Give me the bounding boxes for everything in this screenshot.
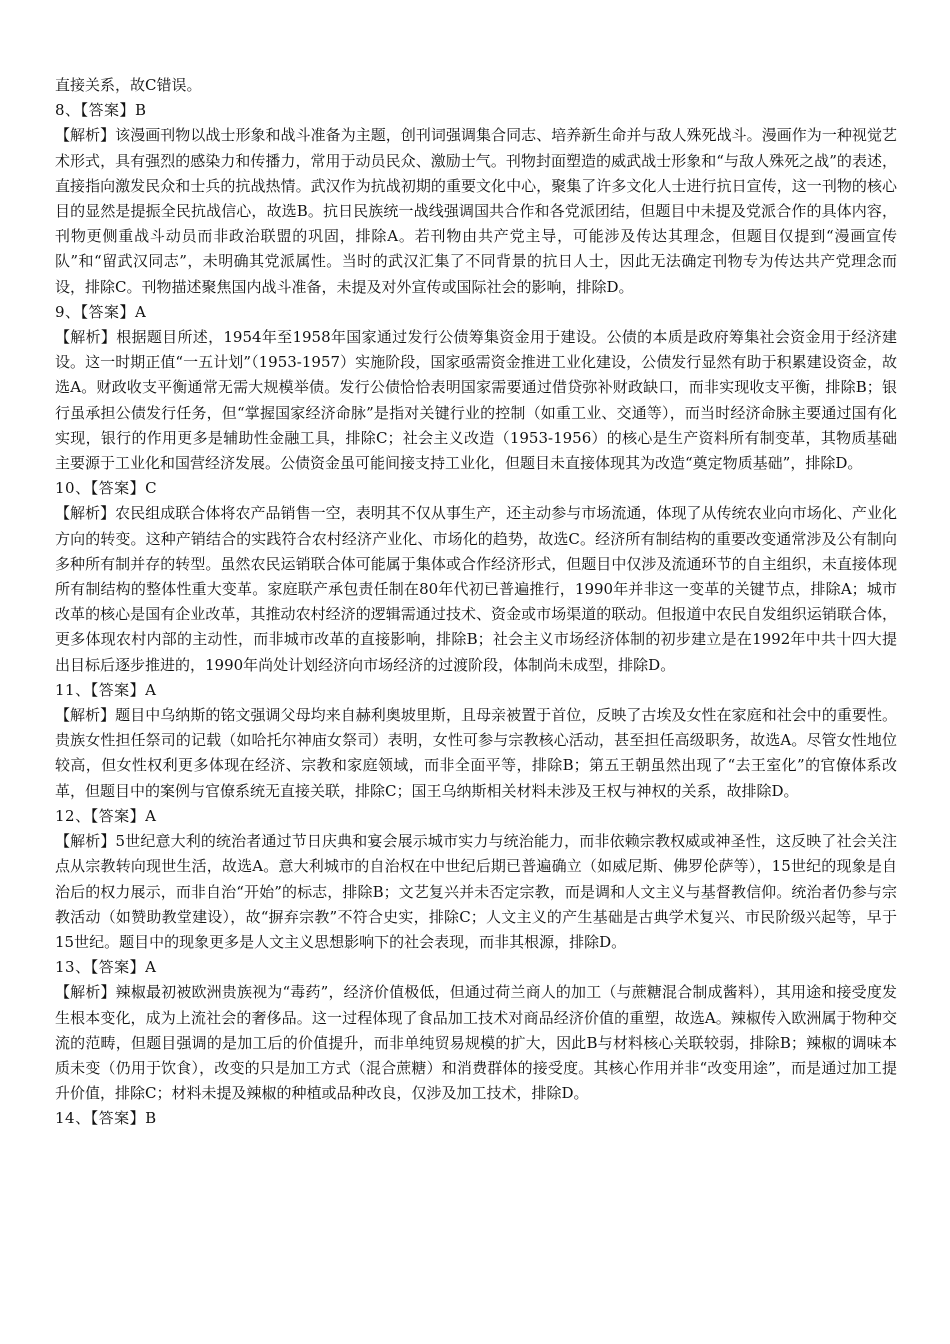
- analysis-tag: 【解析】: [55, 504, 116, 523]
- analysis-8-text: 该漫画刊物以战士形象和战斗准备为主题，创刊词强调集合同志、培养新生命并与敌人殊死战斗。漫画作为一种视觉艺术形式，具有强烈的感染力和传播力，常用于动员民众、激励士气。刊物封面塑造的威武战士形象和“与敌人殊死之战”的表述，直接指向激发民众和士兵的抗战热情。武汉作为抗战初期的重要文化中心，聚集了许多文化人士进行抗日宣传，这一刊物的核心目的显然是提振全民抗战信心，故选B。抗日民族统一战线强调国共合作和各党派团结，但题目中未提及党派合作的具体内容，刊物更侧重战斗动员而非政治联盟的巩固，排除A。若刊物由共产党主导，可能涉及传达其理念，但题目仅提到“漫画宣传队”和“留武汉同志”，未明确其党派属性。当时的武汉汇集了不同背景的抗日人士，因此无法确定刊物专为传达共产党理念而设，排除C。刊物描述聚焦国内战斗准备，未提及对外宣传或国际社会的影响，排除D。: [55, 126, 897, 296]
- analysis-9-text: 根据题目所述，1954年至1958年国家通过发行公债筹集资金用于建设。公债的本质是政府筹集社会资金用于经济建设。这一时期正值“一五计划”（1953-1957）实施阶段，国家亟需资金推进工业化建设，公债发行显然有助于积累建设资金，故选A。财政收支平衡通常无需大规模举债。发行公债恰恰表明国家需要通过借贷弥补财政缺口，而非实现收支平衡，排除B；银行虽承担公债发行任务，但“掌握国家经济命脉”是指对关键行业的控制（如重工业、交通等），而当时经济命脉主要通过国有化实现，银行的作用更多是辅助性金融工具，排除C；社会主义改造（1953-1956）的核心是生产资料所有制变革，其物质基础主要源于工业化和国营经济发展。公债资金虽可能间接支持工业化，但题目未直接体现其为改造“奠定物质基础”，排除D。: [55, 328, 897, 473]
- answer-8: 8、【答案】B: [55, 101, 147, 120]
- analysis-tag: 【解析】: [55, 706, 116, 725]
- analysis-11-text: 题目中乌纳斯的铭文强调父母均来自赫利奥坡里斯，且母亲被置于首位，反映了古埃及女性在家庭和社会中的重要性。贵族女性担任祭司的记载（如哈托尔神庙女祭司）表明，女性可参与宗教核心活动，甚至担任高级职务，故选A。尽管女性地位较高，但女性权利更多体现在经济、宗教和家庭领域，而非全面平等，排除B；第五王朝虽然出现了“去王室化”的官僚体系改革，但题目中的案例与官僚系统无直接关联，排除C；国王乌纳斯相关材料未涉及王权与神权的关系，故排除D。: [55, 706, 897, 800]
- answer-11: 11、【答案】A: [55, 680, 157, 699]
- answer-13: 13、【答案】A: [55, 958, 157, 977]
- analysis-tag: 【解析】: [55, 126, 116, 145]
- analysis-11: [55, 703, 897, 804]
- analysis-10: [55, 501, 897, 677]
- analysis-13-text: 辣椒最初被欧洲贵族视为“毒药”，经济价值极低，但通过荷兰商人的加工（与蔗糖混合制成酱料），其用途和接受度发生根本变化，成为上流社会的奢侈品。这一过程体现了食品加工技术对商品经济价值的重塑，故选A。辣椒传入欧洲属于物种交流的范畴，但题目强调的是加工后的价值提升，而非单纯贸易规模的扩大，因此B与材料核心关联较弱，排除B；辣椒的调味本质未变（仍用于饮食），改变的只是加工方式（混合蔗糖）和消费群体的接受度。其核心作用并非“改变用途”，而是通过加工提升价值，排除C；材料未提及辣椒的种植或品种改良，仅涉及加工技术，排除D。: [55, 983, 897, 1103]
- analysis-tag: 【解析】: [55, 983, 116, 1002]
- lead-text: 直接关系，故C错误。: [55, 76, 202, 94]
- analysis-tag: 【解析】: [55, 832, 116, 851]
- analysis-9: [55, 325, 897, 476]
- answer-9: 9、【答案】A: [55, 302, 147, 321]
- answer-14: 14、【答案】B: [55, 1109, 157, 1128]
- answer-analysis-document: [55, 73, 897, 1132]
- analysis-8: [55, 123, 897, 299]
- analysis-12-text: 5世纪意大利的统治者通过节日庆典和宴会展示城市实力与统治能力，而非依赖宗教权威或神圣性，这反映了社会关注点从宗教转向现世生活，故选A。意大利城市的自治权在中世纪后期已普遍确立（如威尼斯、佛罗伦萨等），15世纪的现象是自治后的权力展示，而非自治“开始”的标志，排除B；文艺复兴并未否定宗教，而是调和人文主义与基督教信仰。统治者仍参与宗教活动（如赞助教堂建设），故“摒弃宗教”不符合史实，排除C；人文主义的产生基础是古典学术复兴、市民阶级兴起等，早于15世纪。题目中的现象更多是人文主义思想影响下的社会表现，而非其根源，排除D。: [55, 832, 897, 951]
- answer-12: 12、【答案】A: [55, 806, 157, 825]
- analysis-10-text: 农民组成联合体将农产品销售一空，表明其不仅从事生产，还主动参与市场流通，体现了从传统农业向市场化、产业化方向的转变。这种产销结合的实践符合农村经济产业化、市场化的趋势，故选C。经济所有制结构的重要改变通常涉及公有制向多种所有制并存的转型。虽然农民运销联合体可能属于集体或合作经济形式，但题目中仅涉及流通环节的自主组织，未直接体现所有制结构的整体性重大变革。家庭联产承包责任制在80年代初已普遍推行，1990年并非这一变革的关键节点，排除A；城市改革的核心是国有企业改革，其推动农村经济的逻辑需通过技术、资金或市场渠道的联动。但报道中农民自发组织运销联合体，更多体现农村内部的主动性，而非城市改革的直接影响，排除B；社会主义市场经济体制的初步建立是在1992年中共十四大提出目标后逐步推进的，1990年尚处计划经济向市场经济的过渡阶段，体制尚未成型，排除D。: [55, 504, 897, 674]
- answer-10: 10、【答案】C: [55, 479, 158, 498]
- analysis-tag: 【解析】: [55, 328, 117, 347]
- analysis-13: [55, 980, 897, 1106]
- analysis-12: [55, 829, 897, 955]
